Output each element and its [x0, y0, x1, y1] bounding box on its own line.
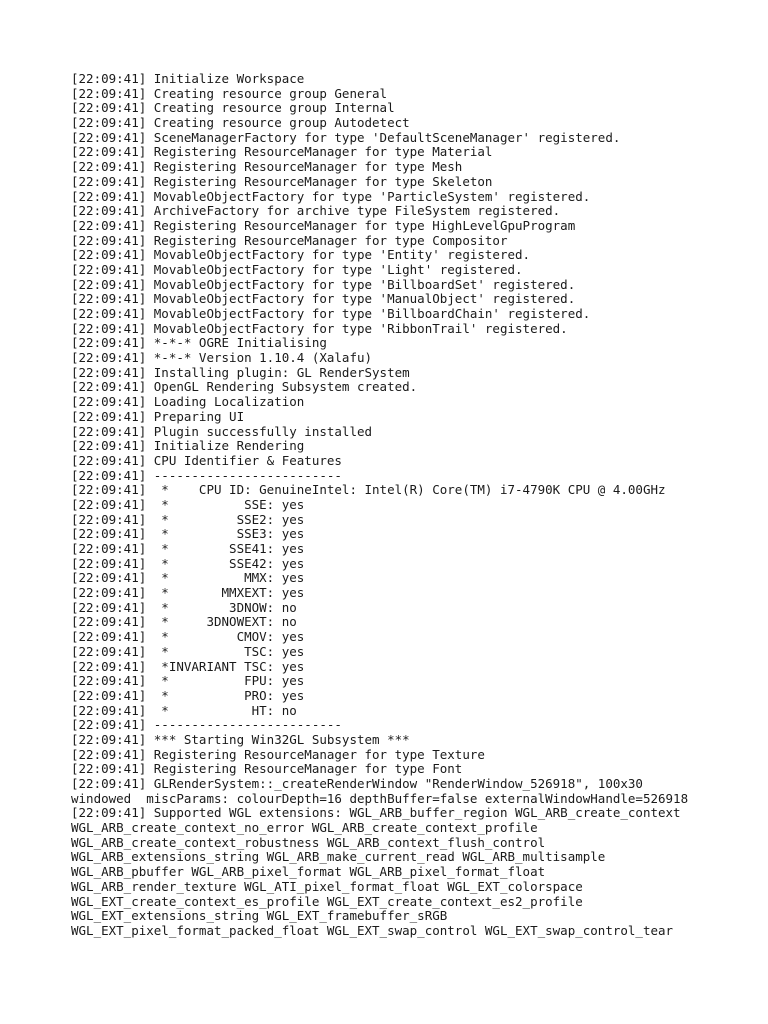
- log-line: [22:09:41] Creating resource group Autodetect: [71, 116, 410, 131]
- log-line: WGL_ARB_create_context_robustness WGL_ARB_context_flush_control: [71, 835, 546, 850]
- log-line: [22:09:41] * 3DNOW: no: [71, 600, 297, 615]
- log-line: [22:09:41] MovableObjectFactory for type 'Entity' registered.: [71, 248, 531, 263]
- log-line: [22:09:41] *-*-* OGRE Initialising: [71, 336, 327, 351]
- log-line: [22:09:41] MovableObjectFactory for type 'ParticleSystem' registered.: [71, 189, 591, 204]
- log-line: [22:09:41] Registering ResourceManager for type Mesh: [71, 160, 463, 175]
- log-line: [22:09:41] * CMOV: yes: [71, 630, 305, 645]
- log-line: [22:09:41] Plugin successfully installed: [71, 424, 373, 439]
- log-line: [22:09:41] *-*-* Version 1.10.4 (Xalafu): [71, 351, 373, 366]
- log-line: [22:09:41] Registering ResourceManager for type Skeleton: [71, 174, 493, 189]
- log-line: [22:09:41] Registering ResourceManager for type Material: [71, 145, 493, 160]
- log-line: [22:09:41] * MMX: yes: [71, 571, 305, 586]
- log-line: [22:09:41] * HT: no: [71, 703, 297, 718]
- log-line: [22:09:41] * SSE41: yes: [71, 542, 305, 556]
- log-line: [22:09:41] MovableObjectFactory for type 'Light' registered.: [71, 262, 523, 277]
- log-line: [22:09:41] Registering ResourceManager for type Font: [71, 762, 463, 777]
- log-line: [22:09:41] Creating resource group General: [71, 86, 388, 101]
- log-line: [22:09:41] * SSE2: yes: [71, 512, 305, 527]
- log-line: [22:09:41] MovableObjectFactory for type 'ManualObject' registered.: [71, 292, 576, 307]
- log-line: [22:09:41] -------------------------: [71, 468, 342, 483]
- log-line: [22:09:41] SceneManagerFactory for type 'DefaultSceneManager' registered.: [71, 130, 621, 145]
- log-line: [22:09:41] -------------------------: [71, 718, 342, 733]
- log-line: [22:09:41] Registering ResourceManager for type Compositor: [71, 233, 508, 248]
- log-line: [22:09:41] MovableObjectFactory for type 'BillboardChain' registered.: [71, 307, 591, 321]
- log-line: [22:09:41] * MMXEXT: yes: [71, 586, 305, 601]
- log-line: [22:09:41] ArchiveFactory for archive type FileSystem registered.: [71, 204, 561, 219]
- log-line: WGL_ARB_render_texture WGL_ATI_pixel_format_float WGL_EXT_colorspace: [71, 879, 583, 894]
- log-line: [22:09:41] Installing plugin: GL RenderSystem: [71, 365, 410, 380]
- log-line: [22:09:41] Loading Localization: [71, 395, 305, 410]
- log-line: [22:09:41] GLRenderSystem::_createRenderWindow "RenderWindow_526918", 100x30: [71, 777, 643, 791]
- log-line: [22:09:41] Registering ResourceManager for type Texture: [71, 747, 485, 762]
- log-line: [22:09:41] CPU Identifier & Features: [71, 453, 342, 468]
- log-output: [71, 72, 761, 939]
- log-line: [22:09:41] * PRO: yes: [71, 688, 305, 703]
- log-line: [22:09:41] * FPU: yes: [71, 674, 305, 689]
- log-line: [22:09:41] * TSC: yes: [71, 644, 305, 659]
- log-line: [22:09:41] OpenGL Rendering Subsystem created.: [71, 380, 418, 395]
- log-line: windowed miscParams: colourDepth=16 depthBuffer=false externalWindowHandle=526918: [71, 791, 689, 806]
- log-line: [22:09:41] Creating resource group Internal: [71, 101, 395, 116]
- log-line: [22:09:41] Preparing UI: [71, 409, 245, 424]
- log-line: [22:09:41] *INVARIANT TSC: yes: [71, 659, 305, 674]
- log-line: [22:09:41] Initialize Rendering: [71, 439, 305, 454]
- log-line: [22:09:41] * SSE: yes: [71, 497, 305, 512]
- log-line: [22:09:41] * 3DNOWEXT: no: [71, 615, 297, 630]
- log-line: WGL_EXT_create_context_es_profile WGL_EXT_create_context_es2_profile: [71, 894, 583, 909]
- log-line: WGL_ARB_extensions_string WGL_ARB_make_current_read WGL_ARB_multisample: [71, 850, 606, 865]
- log-line: [22:09:41] MovableObjectFactory for type 'BillboardSet' registered.: [71, 277, 576, 292]
- log-line: [22:09:41] * CPU ID: GenuineIntel: Intel(R) Core(TM) i7-4790K CPU @ 4.00GHz: [71, 483, 666, 498]
- log-line: WGL_EXT_pixel_format_packed_float WGL_EXT_swap_control WGL_EXT_swap_control_tear: [71, 923, 674, 938]
- log-line: WGL_ARB_pbuffer WGL_ARB_pixel_format WGL_ARB_pixel_format_float: [71, 865, 546, 880]
- log-line: [22:09:41] Registering ResourceManager for type HighLevelGpuProgram: [71, 218, 576, 233]
- log-line: [22:09:41] *** Starting Win32GL Subsystem ***: [71, 732, 410, 747]
- log-line: [22:09:41] Initialize Workspace: [71, 72, 305, 86]
- log-line: [22:09:41] Supported WGL extensions: WGL_ARB_buffer_region WGL_ARB_create_context: [71, 806, 681, 821]
- log-line: [22:09:41] * SSE3: yes: [71, 527, 305, 542]
- log-line: [22:09:41] * SSE42: yes: [71, 556, 305, 571]
- log-line: WGL_ARB_create_context_no_error WGL_ARB_create_context_profile: [71, 821, 538, 836]
- log-line: [22:09:41] MovableObjectFactory for type 'RibbonTrail' registered.: [71, 321, 568, 336]
- log-line: WGL_EXT_extensions_string WGL_EXT_framebuffer_sRGB: [71, 909, 448, 924]
